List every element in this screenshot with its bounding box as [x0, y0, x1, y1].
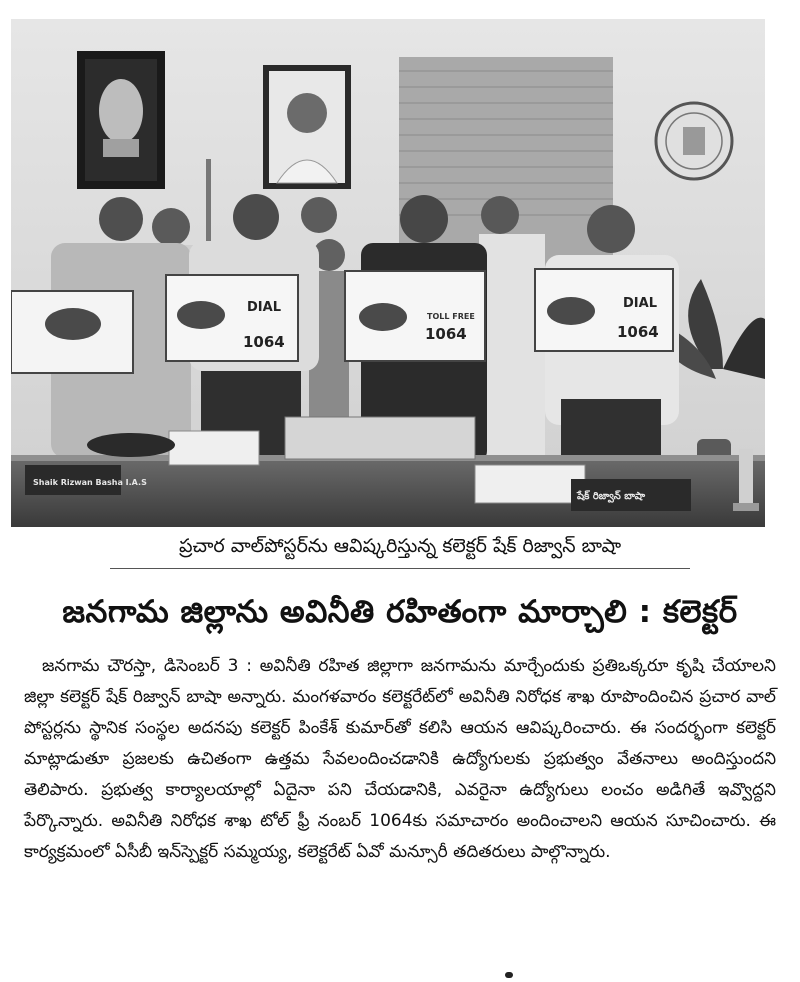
article-body: జనగామ చౌరస్తా, డిసెంబర్ 3 : అవినీతి రహిత జిల్లాగా జనగామను మార్చేందుకు ప్రతిఒక్కరూ కృషి చేయాలని జిల్లా కలెక్టర్ షేక్ రిజ్వాన్ బాషా అన్నారు. మంగళవారం కలెక్టరేట్‌లో అవినీతి నిరోధక శాఖ రూపొందించిన ప్రచార వాల్ పోస్టర్లను స్థానిక సంస్థల అదనపు కలెక్టర్ పింకేశ్ కుమార్‌తో కలిసి ఆయన ఆవిష్కరించారు. ఈ సందర్భంగా కలెక్టర్ మాట్లాడుతూ ప్రజలకు ఉచితంగా ఉత్తమ సేవలందించడానికి ఉద్యోగులకు ప్రభుత్వం వేతనాలు అందిస్తుందని తెలిపారు. ప్రభుత్వ కార్యాలయాల్లో ఏదైనా పని చేయడానికి, ఎవరైనా ఉద్యోగులు లంచం అడిగితే ఇవ్వొద్దని పేర్కొన్నారు. అవినీతి నిరోధక శాఖ టోల్ ఫ్రీ నంబర్ 1064కు సమాచారం అందించాలని ఆయన సూచించారు. ఈ కార్యక్రమంలో ఏసీబీ ఇన్‌స్పెక్టర్ సమ్మయ్య, కలెక్టరేట్ ఏవో మన్సూరీ తదితరులు పాల్గొన్నారు. [24, 656, 776, 862]
national-emblem-frame [77, 51, 165, 189]
nameplate-right [571, 479, 691, 511]
poster-2 [166, 275, 298, 361]
poster-2-number: 1064 [243, 333, 285, 351]
poster-3 [345, 271, 485, 361]
poster-4-number: 1064 [617, 323, 659, 341]
page-mark [505, 972, 513, 978]
poster-4 [535, 269, 673, 351]
news-photo [11, 19, 765, 527]
poster-4-dial: DIAL [623, 296, 657, 311]
poster-1 [11, 291, 133, 373]
article-headline: జనగామ జిల్లాను అవినీతి రహితంగా మార్చాలి : కలెక్టర్ [62, 594, 738, 630]
portrait-frame [263, 65, 351, 189]
nameplate-left-text: Shaik Rizwan Basha I.A.S [33, 478, 147, 487]
poster-3-number: 1064 [425, 325, 467, 343]
poster-3-sub: TOLL FREE [427, 312, 475, 321]
state-seal [656, 103, 732, 179]
photo-caption: ప్రచార వాల్‌పోస్టర్‌ను ఆవిష్కరిస్తున్న కలెక్టర్ షేక్ రిజ్వాన్ బాషా [178, 535, 622, 557]
poster-2-dial: DIAL [247, 300, 281, 315]
caption-divider [110, 568, 690, 569]
nameplate-right-text: షేక్ రిజ్వాన్ బాషా [577, 491, 646, 502]
photo-illustration [11, 19, 765, 527]
